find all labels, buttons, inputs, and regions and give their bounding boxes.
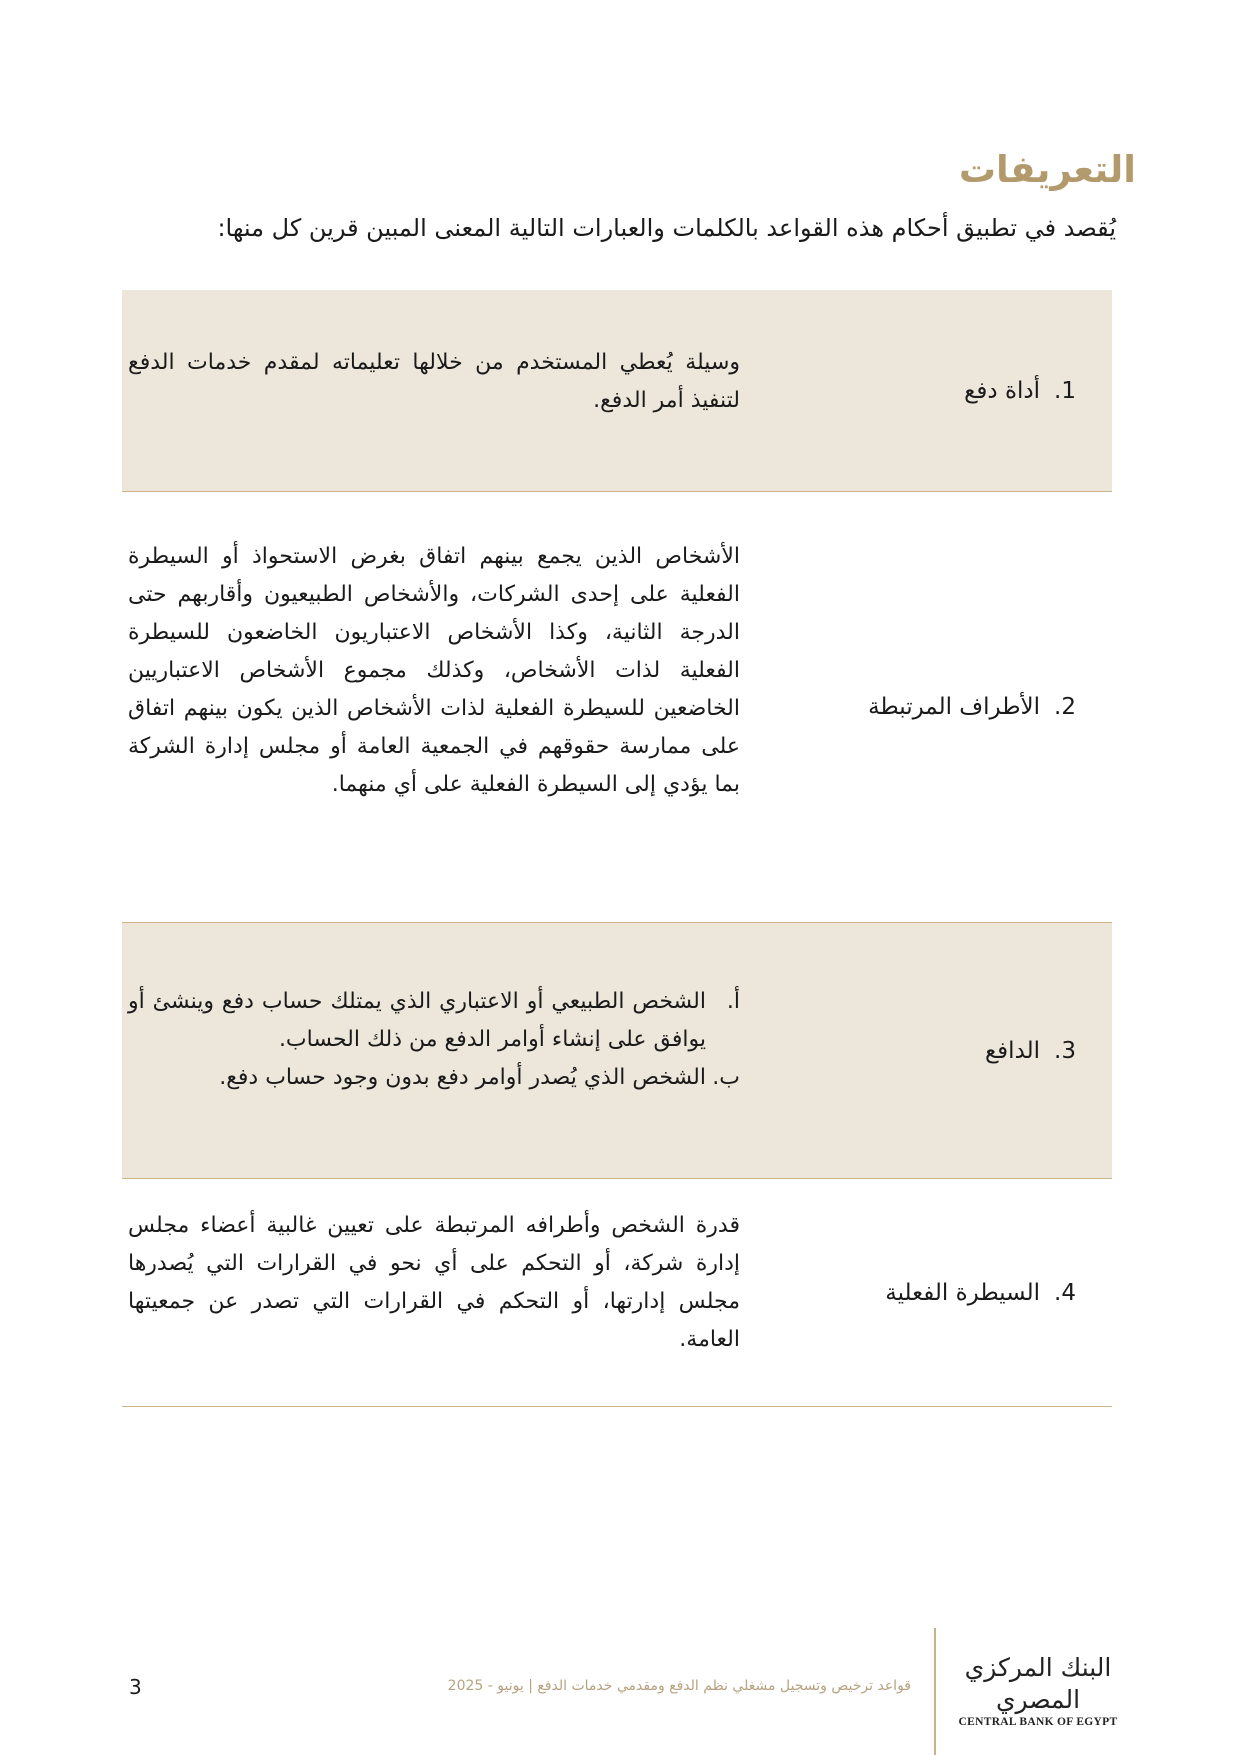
definition-text: وسيلة يُعطي المستخدم من خلالها تعليماته لمقدم خدمات الدفع لتنفيذ أمر الدفع. xyxy=(128,350,740,413)
item-marker: ب. xyxy=(712,1065,740,1090)
item-text: الشخص الذي يُصدر أوامر دفع بدون وجود حساب دفع. xyxy=(219,1065,706,1090)
definition-row xyxy=(122,923,1112,1179)
list-item xyxy=(128,1059,740,1097)
central-bank-logo xyxy=(958,1652,1118,1728)
item-marker: أ. xyxy=(726,989,740,1014)
term-number: 3. xyxy=(1054,1037,1076,1064)
term-number: 2. xyxy=(1054,694,1076,720)
footer-title: قواعد ترخيص وتسجيل مشغلي نظم الدفع ومقدمي خدمات الدفع | يونيو - 2025 xyxy=(447,1678,911,1694)
page-title: التعريفات xyxy=(958,148,1136,191)
term-label: أداة دفع xyxy=(964,377,1041,404)
logo-arabic: البنك المركزي المصري xyxy=(964,1653,1112,1714)
term-cell xyxy=(740,492,1112,922)
logo-english: CENTRAL BANK OF EGYPT xyxy=(958,1716,1118,1728)
definition-row xyxy=(122,492,1112,923)
definition-row xyxy=(122,290,1112,492)
page-number: 3 xyxy=(129,1675,142,1699)
term-cell xyxy=(740,923,1112,1178)
definition-list xyxy=(128,923,740,1178)
term-number: 4. xyxy=(1054,1279,1076,1306)
definition-text: قدرة الشخص وأطرافه المرتبطة على تعيين غالبية أعضاء مجلس إدارة شركة، أو التحكم على أي نحو في القرارات التي يُصدرها مجلس إدارتها، أو التحكم في القرارات التي تصدر عن جمعيتها العامة. xyxy=(128,1213,740,1352)
list-item xyxy=(128,983,740,1059)
term-label: الدافع xyxy=(984,1037,1041,1064)
item-text: الشخص الطبيعي أو الاعتباري الذي يمتلك حساب دفع وينشئ أو يوافق على إنشاء أوامر الدفع من ذلك الحساب. xyxy=(128,989,706,1052)
term-label: الأطراف المرتبطة xyxy=(868,694,1041,720)
term-number: 1. xyxy=(1054,377,1076,404)
intro-paragraph: يُقصد في تطبيق أحكام هذه القواعد بالكلمات والعبارات التالية المعنى المبين قرين كل منها: xyxy=(217,214,1116,242)
definition-row xyxy=(122,1179,1112,1407)
term-cell xyxy=(740,290,1112,491)
definition-text: الأشخاص الذين يجمع بينهم اتفاق بغرض الاستحواذ أو السيطرة الفعلية على إحدى الشركات، والأشخاص الطبيعيون وأقاربهم حتى الدرجة الثانية، وكذا الأشخاص الاعتباريون الخاضعون للسيطرة الفعلية لذات الأشخاص، وكذلك مجموع الأشخاص الاعتباريين الخاضعين للسيطرة الفعلية لذات الأشخاص الذين يكون بينهم اتفاق على ممارسة حقوقهم في الجمعية العامة أو مجلس إدارة الشركة بما يؤدي إلى السيطرة الفعلية على أي منهما. xyxy=(128,544,740,797)
definitions-table xyxy=(122,290,1112,1407)
footer-divider xyxy=(934,1628,936,1755)
term-cell xyxy=(740,1179,1112,1406)
term-label: السيطرة الفعلية xyxy=(885,1279,1041,1306)
